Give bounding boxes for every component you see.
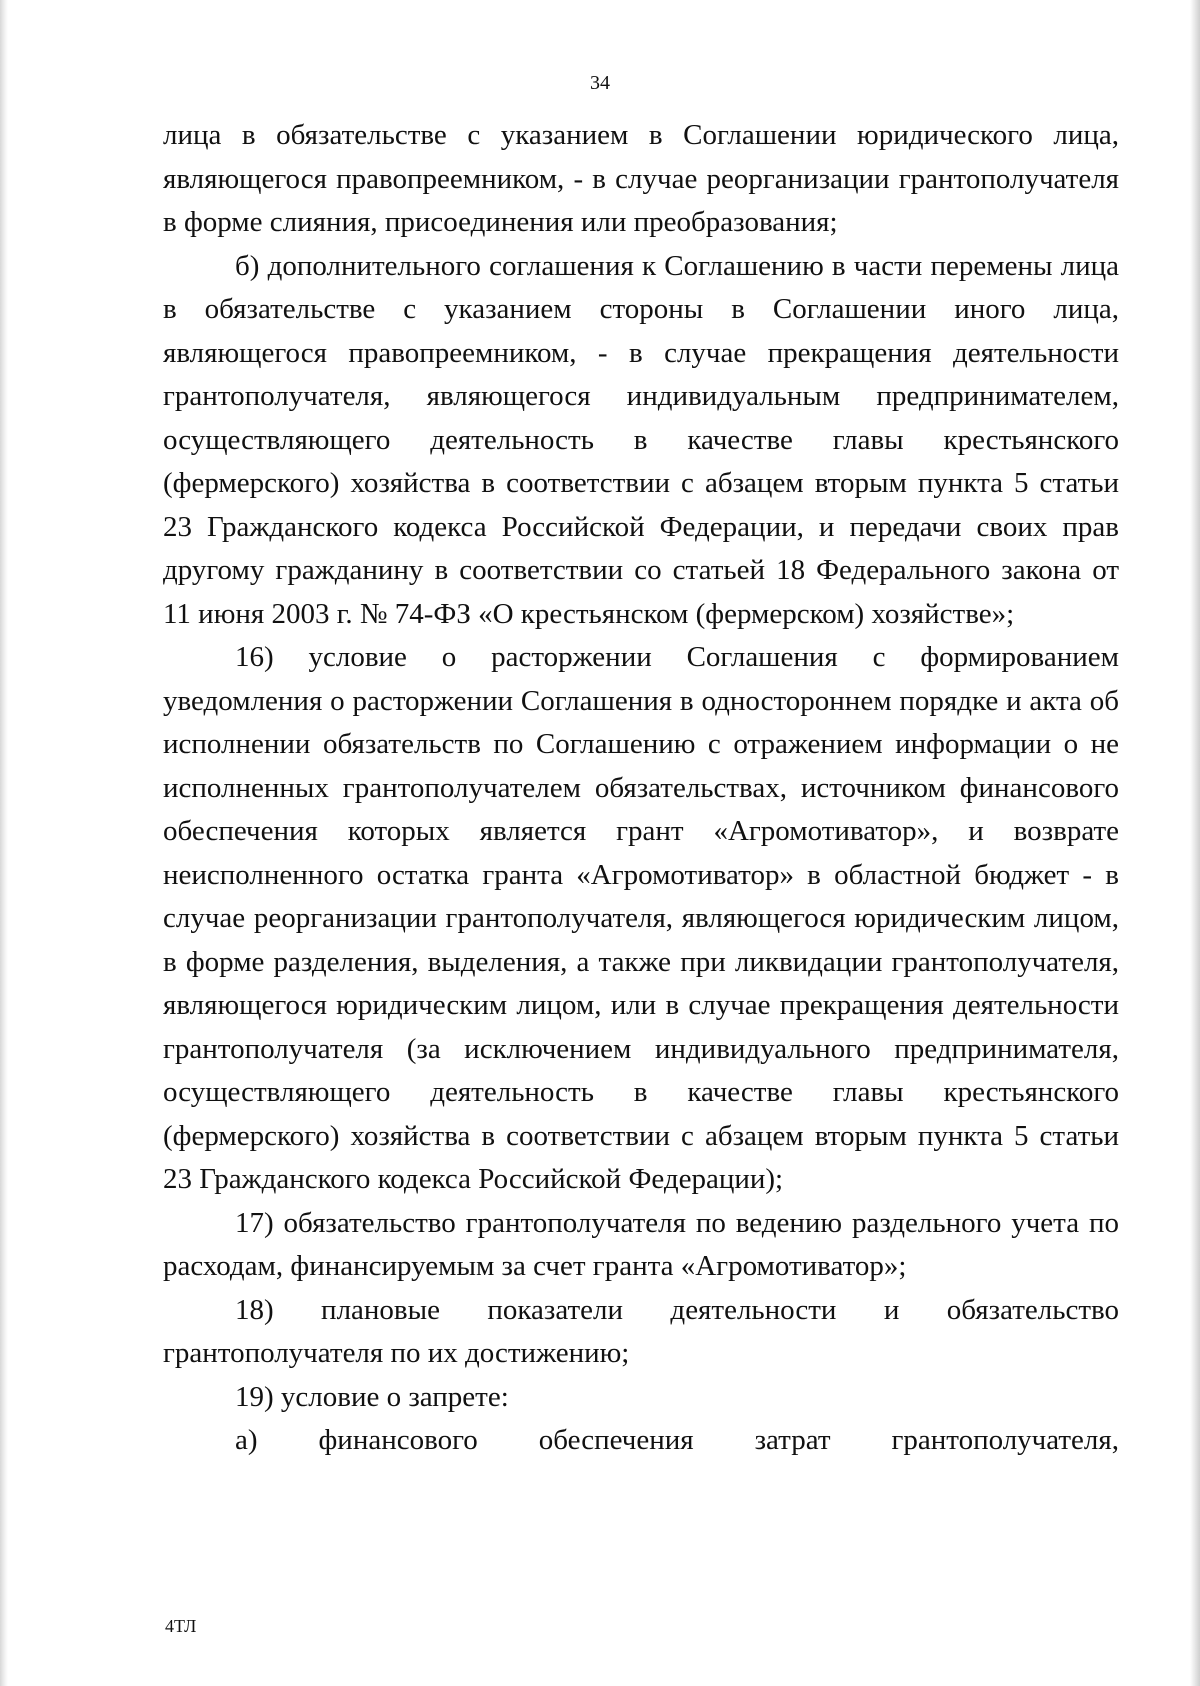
page-number: 34 — [590, 72, 610, 94]
footer-code: 4ТЛ — [165, 1616, 197, 1636]
document-body — [163, 114, 1119, 1463]
paragraph-item-18: 18) плановые показатели деятельности и обязательство грантополучателя по их достижению; — [163, 1293, 1119, 1369]
paragraph-continuation: лица в обязательстве с указанием в Соглашении юридического лица, являющегося правопреемником, - в случае реорганизации грантополучателя в форме слияния, присоединения или преобразования; — [163, 119, 1119, 238]
paragraph-item-b: б) дополнительного соглашения к Соглашению в части перемены лица в обязательстве с указанием стороны в Соглашении иного лица, являющегося правопреемником, - в случае прекращения деятельности грантополучателя, являющегося индивидуальным предпринимателем, осуществляющего деятельность в качестве главы крестьянского (фермерского) хозяйства в соответствии с абзацем вторым пункта 5 статьи 23 Гражданского кодекса Российской Федерации, и передачи своих прав другому гражданину в соответствии со статьей 18 Федерального закона от 11 июня 2003 г. № 74-ФЗ «О крестьянском (фермерском) хозяйстве»; — [163, 249, 1119, 630]
paragraph-item-a: а) финансового обеспечения затрат грантополучателя, — [235, 1424, 1119, 1456]
paragraph-item-16: 16) условие о расторжении Соглашения с формированием уведомления о расторжении Соглашения в одностороннем порядке и акта об исполнении обязательств по Соглашению с отражением информации о не исполненных грантополучателем обязательствах, источником финансового обеспечения которых является грант «Агромотиватор», и возврате неисполненного остатка гранта «Агромотиватор» в областной бюджет - в случае реорганизации грантополучателя, являющегося юридическим лицом, в форме разделения, выделения, а также при ликвидации грантополучателя, являющегося юридическим лицом, или в случае прекращения деятельности грантополучателя (за исключением индивидуального предпринимателя, осуществляющего деятельность в качестве главы крестьянского (фермерского) хозяйства в соответствии с абзацем вторым пункта 5 статьи 23 Гражданского кодекса Российской Федерации); — [163, 641, 1119, 1195]
scan-edge-right — [1190, 0, 1200, 1686]
scan-edge-left — [0, 0, 8, 1686]
paragraph-item-17: 17) обязательство грантополучателя по ведению раздельного учета по расходам, финансируемым за счет гранта «Агромотиватор»; — [163, 1206, 1119, 1282]
paragraph-item-19: 19) условие о запрете: — [235, 1380, 509, 1413]
